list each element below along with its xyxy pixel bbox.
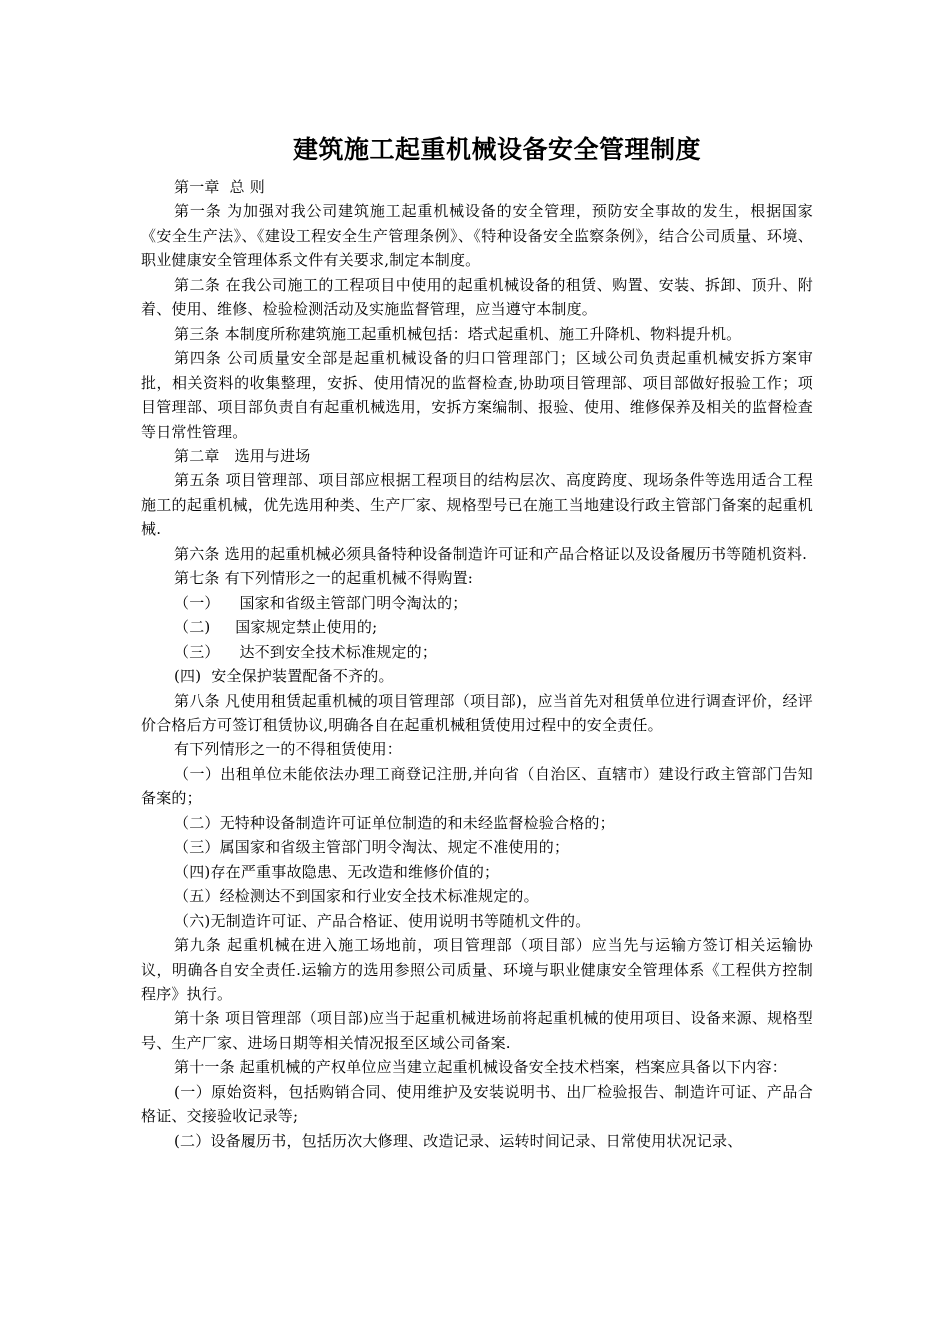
list-item: (二）设备履历书，包括历次大修理、改造记录、运转时间记录、日常使用状况记录、 — [174, 1131, 743, 1150]
article-paragraph: 有下列情形之一的不得租赁使用： — [174, 740, 403, 759]
article-paragraph: 第七条 有下列情形之一的起重机械不得购置: — [174, 569, 474, 588]
list-item: (一）原始资料，包括购销合同、使用维护及安装说明书、出厂检验报告、制造许可证、产品合格证、交接验收记录等; — [141, 1082, 813, 1126]
list-item: (四) 安全保护装置配备不齐的。 — [174, 667, 394, 686]
list-item: （三） 达不到安全技术标准规定的； — [174, 642, 438, 661]
article-paragraph: 第九条 起重机械在进入施工场地前，项目管理部（项目部）应当先与运输方签订相关运输协议，明确各自安全责任.运输方的选用参照公司质量、环境与职业健康安全管理体系《工程供方控制程序》执行。 — [141, 936, 813, 1003]
article-paragraph: 第二条 在我公司施工的工程项目中使用的起重机械设备的租赁、购置、安装、拆卸、顶升、附着、使用、维修、检验检测活动及实施监督管理，应当遵守本制度。 — [141, 275, 813, 319]
document-body — [141, 175, 813, 1153]
list-item: （四)存在严重事故隐患、无改造和维修价值的； — [174, 862, 500, 881]
article-paragraph: 第一条 为加强对我公司建筑施工起重机械设备的安全管理，预防安全事故的发生，根据国家《安全生产法》、《建设工程安全生产管理条例》、《特种设备安全监察条例》，结合公司质量、环境、职业健康安全管理体系文件有关要求,制定本制度。 — [141, 202, 813, 270]
document-title: 建筑施工起重机械设备安全管理制度 — [292, 135, 701, 164]
article-paragraph: 第十一条 起重机械的产权单位应当建立起重机械设备安全技术档案，档案应具备以下内容： — [174, 1058, 787, 1077]
article-paragraph: 第十条 项目管理部（项目部)应当于起重机械进场前将起重机械的使用项目、设备来源、规格型号、生产厂家、进场日期等相关情况报至区域公司备案. — [141, 1009, 813, 1052]
chapter-heading: 第一章 总 则 — [174, 178, 265, 196]
list-item: （六)无制造许可证、产品合格证、使用说明书等随机文件的。 — [174, 911, 591, 930]
article-paragraph: 第五条 项目管理部、项目部应根据工程项目的结构层次、高度跨度、现场条件等选用适合工程施工的起重机械，优先选用种类、生产厂家、规格型号已在施工当地建设行政主管部门备案的起重机械. — [141, 471, 813, 539]
chapter-heading: 第二章 选用与进场 — [174, 446, 311, 465]
article-paragraph: 第四条 公司质量安全部是起重机械设备的归口管理部门；区域公司负责起重机械安拆方案审批，相关资料的收集整理，安拆、使用情况的监督检查,协助项目管理部、项目部做好报验工作；项目管理部、项目部负责自有起重机械选用，安拆方案编制、报验、使用、维修保养及相关的监督检查等日常性管理。 — [141, 349, 813, 441]
article-paragraph: 第三条 本制度所称建筑施工起重机械包括：塔式起重机、施工升降机、物料提升机。 — [174, 324, 742, 343]
list-item: （一） 国家和省级主管部门明令淘汰的； — [174, 593, 468, 612]
article-paragraph: 第八条 凡使用租赁起重机械的项目管理部（项目部)，应当首先对租赁单位进行调查评价，经评价合格后方可签订租赁协议,明确各自在起重机械租赁使用过程中的安全责任。 — [141, 691, 813, 734]
list-item: （三）属国家和省级主管部门明令淘汰、规定不准使用的； — [174, 838, 570, 857]
list-item: （五）经检测达不到国家和行业安全技术标准规定的。 — [174, 887, 539, 906]
article-paragraph: 第六条 选用的起重机械必须具备特种设备制造许可证和产品合格证以及设备履历书等随机资料. — [174, 544, 808, 563]
list-item: （一）出租单位未能依法办理工商登记注册,并向省（自治区、直辖市）建设行政主管部门告知备案的； — [141, 764, 813, 808]
list-item: （二) 国家规定禁止使用的; — [174, 618, 378, 637]
list-item: （二）无特种设备制造许可证单位制造的和未经监督检验合格的； — [174, 813, 615, 832]
